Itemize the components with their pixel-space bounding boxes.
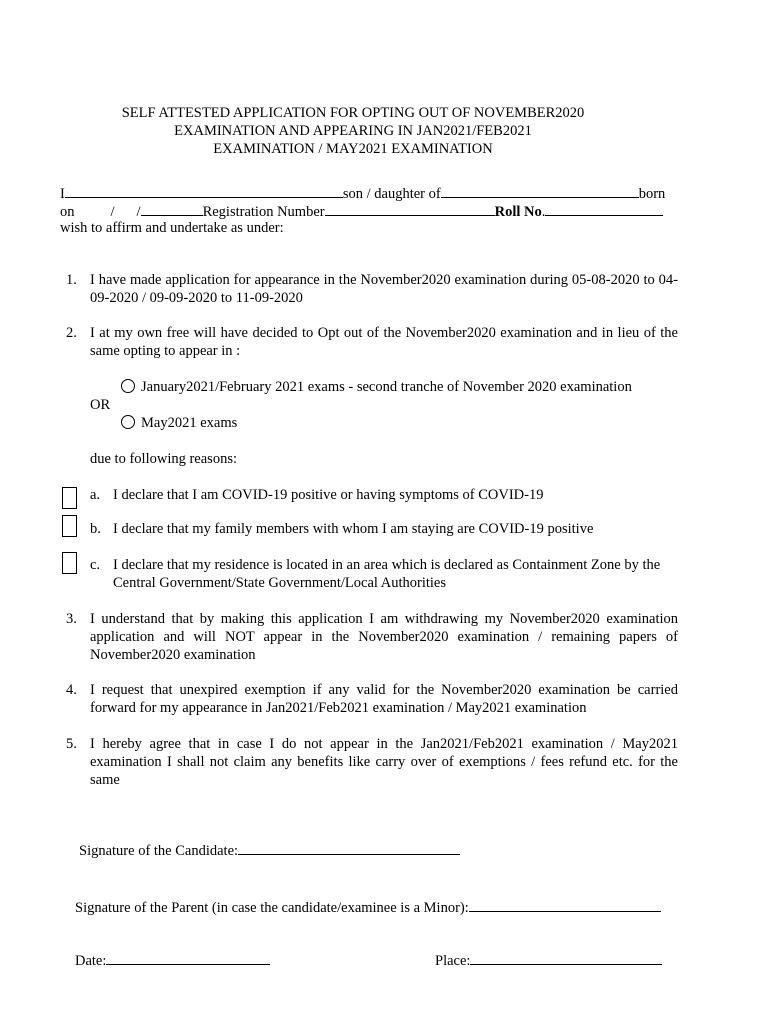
- parent-signature: [75, 897, 661, 917]
- item-3-number: 3.: [66, 611, 77, 627]
- date-slash-2: /: [136, 204, 141, 220]
- reason-b-checkbox[interactable]: [62, 515, 77, 537]
- birth-year-field[interactable]: [141, 201, 203, 216]
- parent-name-field[interactable]: [441, 183, 639, 198]
- intro-son-daughter: son / daughter of: [342, 186, 441, 202]
- item-5-number: 5.: [66, 736, 77, 752]
- intro-on: on: [60, 204, 75, 220]
- intro-i: I: [60, 186, 65, 202]
- place-label: Place:: [435, 953, 471, 969]
- date-label: Date:: [75, 953, 107, 969]
- title-line-1: SELF ATTESTED APPLICATION FOR OPTING OUT OF NOVEMBER2020: [121, 105, 585, 121]
- reason-b-text: I declare that my family members with whom I am staying are COVID-19 positive: [113, 521, 594, 537]
- intro-affirm: wish to affirm and undertake as under:: [60, 220, 284, 236]
- option-jan-feb[interactable]: [121, 378, 632, 396]
- reason-c-text: I declare that my residence is located in an area which is declared as Containment Zone by the Central Government/State Government/Local Authorities: [113, 557, 661, 591]
- place-field[interactable]: [470, 950, 662, 965]
- intro-born: born: [638, 186, 666, 202]
- roll-no-label: Roll No: [494, 204, 542, 220]
- option-jan-feb-radio[interactable]: [121, 379, 135, 393]
- date-slash-1: /: [110, 204, 115, 220]
- reasons-intro: due to following reasons:: [90, 451, 237, 467]
- or-label: OR: [90, 397, 111, 413]
- option-may-radio[interactable]: [121, 415, 135, 429]
- parent-signature-field[interactable]: [469, 897, 661, 912]
- option-may[interactable]: [121, 414, 237, 432]
- candidate-signature-label: Signature of the Candidate:: [79, 843, 239, 859]
- candidate-signature-field[interactable]: [238, 840, 460, 855]
- reason-c-letter: c.: [90, 557, 101, 573]
- title-line-3: EXAMINATION / MAY2021 EXAMINATION: [213, 141, 493, 157]
- registration-label: Registration Number: [202, 204, 325, 220]
- registration-number-field[interactable]: [325, 201, 495, 216]
- roll-no-field[interactable]: [545, 201, 663, 216]
- reason-a-text: I declare that I am COVID-19 positive or having symptoms of COVID-19: [113, 487, 544, 503]
- date-line: [75, 950, 270, 970]
- item-4-number: 4.: [66, 682, 77, 698]
- reason-a-letter: a.: [90, 487, 101, 503]
- item-1-number: 1.: [66, 272, 77, 288]
- intro-line-2: [60, 201, 663, 221]
- place-line: [435, 950, 662, 970]
- roll-no-dot: .: [541, 204, 546, 220]
- reason-a-checkbox[interactable]: [62, 487, 77, 509]
- title-line-2: EXAMINATION AND APPEARING IN JAN2021/FEB2021: [174, 123, 532, 139]
- option-may-label: May2021 exams: [141, 415, 238, 431]
- option-jan-feb-label: January2021/February 2021 exams - second tranche of November 2020 examination: [141, 379, 632, 395]
- item-1-text: I have made application for appearance in the November2020 examination during 05-08-2020 to 04-09-2020 / 09-09-2020 to 11-09-2020: [90, 272, 678, 306]
- item-5-text: I hereby agree that in case I do not appear in the Jan2021/Feb2021 examination / May2021 examination I shall not claim any benefits like carry over of exemptions / fees refund etc. for the same: [90, 736, 678, 788]
- date-field[interactable]: [106, 950, 270, 965]
- item-2-text: I at my own free will have decided to Opt out of the November2020 examination and in lieu of the same opting to appear in :: [90, 325, 678, 359]
- parent-signature-label: Signature of the Parent (in case the candidate/examinee is a Minor):: [75, 900, 469, 916]
- name-field[interactable]: [65, 183, 343, 198]
- item-2-number: 2.: [66, 325, 77, 341]
- item-4-text: I request that unexpired exemption if any valid for the November2020 examination be carried forward for my appearance in Jan2021/Feb2021 examination / May2021 examination: [90, 682, 678, 716]
- reason-b-letter: b.: [90, 521, 101, 537]
- intro-line-1: [60, 183, 665, 203]
- item-3-text: I understand that by making this application I am withdrawing my November2020 examination application and will NOT appear in the November2020 examination / remaining papers of November2020 examination: [90, 611, 678, 663]
- reason-c-checkbox[interactable]: [62, 552, 77, 574]
- candidate-signature: [79, 840, 460, 860]
